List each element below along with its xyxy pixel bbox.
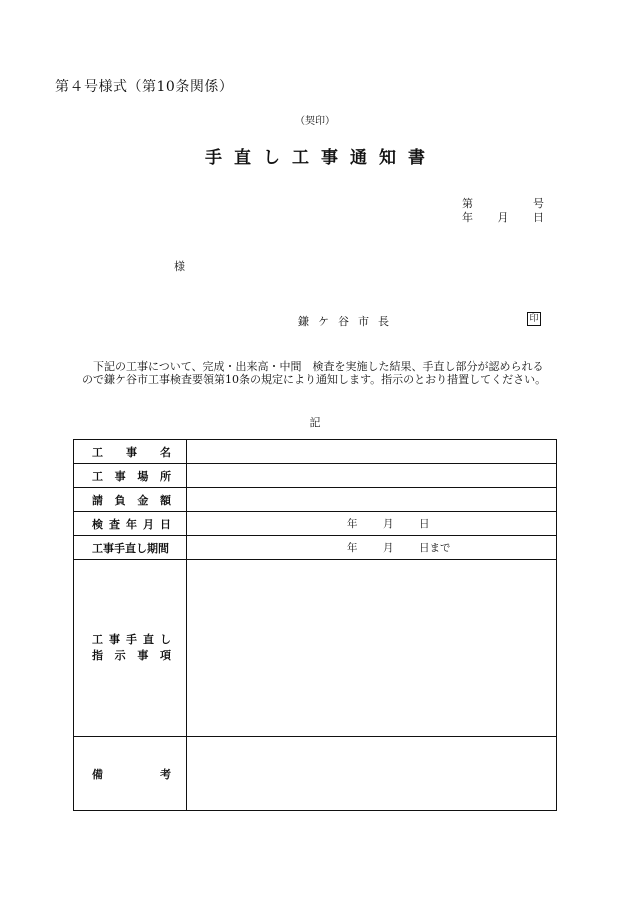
- value-inspection-date[interactable]: [187, 512, 557, 536]
- table-row-project-name: [74, 440, 557, 464]
- table-row-repair-period: [74, 536, 557, 560]
- inspection-year: 年: [347, 518, 358, 530]
- date-month: 月: [497, 211, 509, 224]
- date-day: 日: [533, 211, 544, 224]
- repair-day-until: 日まで: [419, 542, 451, 554]
- addressee: 様: [174, 260, 185, 273]
- inspection-day: 日: [419, 518, 430, 530]
- repair-year: 年: [347, 542, 358, 554]
- official-seal-mark: 印: [527, 312, 541, 326]
- value-remarks[interactable]: [187, 737, 557, 811]
- value-project-location[interactable]: [187, 464, 557, 488]
- value-repair-instructions[interactable]: [187, 560, 557, 737]
- ki-heading: 記: [309, 416, 321, 429]
- label-project-name: 工 事 名: [74, 440, 187, 464]
- notice-body-text: 下記の工事について、完成・出来高・中間 検査を実施した結果、手直し部分が認められるので鎌ケ谷市工事検査要領第10条の規定により通知します。指示のとおり措置してください。: [82, 360, 547, 386]
- seal-label: （契印）: [295, 116, 335, 127]
- value-project-name[interactable]: [187, 440, 557, 464]
- repair-month: 月: [383, 542, 394, 554]
- table-row-inspection-date: [74, 512, 557, 536]
- value-repair-period[interactable]: [187, 536, 557, 560]
- label-remarks: 備 考: [74, 737, 187, 811]
- form-number: 第４号様式（第10条関係）: [55, 79, 234, 95]
- label-repair-period: 工事手直し期間: [74, 536, 187, 560]
- table-row-repair-instructions: [74, 560, 557, 737]
- label-repair-instructions: 工 事 手 直 し 指 示 事 項: [74, 560, 187, 737]
- table-row-contract-amount: [74, 488, 557, 512]
- issuer-name: 鎌ケ谷市長: [298, 315, 398, 328]
- notice-table: [73, 439, 557, 811]
- table-row-remarks: [74, 737, 557, 811]
- table-row-project-location: [74, 464, 557, 488]
- label-project-location: 工 事 場 所: [74, 464, 187, 488]
- document-title: 手直し工事通知書: [205, 148, 437, 168]
- inspection-month: 月: [383, 518, 394, 530]
- value-contract-amount[interactable]: [187, 488, 557, 512]
- number-suffix: 号: [533, 197, 544, 210]
- date-year: 年: [462, 211, 473, 224]
- label-inspection-date: 検 査 年 月 日: [74, 512, 187, 536]
- number-prefix: 第: [462, 197, 473, 210]
- issue-date-line: [462, 209, 544, 225]
- label-contract-amount: 請 負 金 額: [74, 488, 187, 512]
